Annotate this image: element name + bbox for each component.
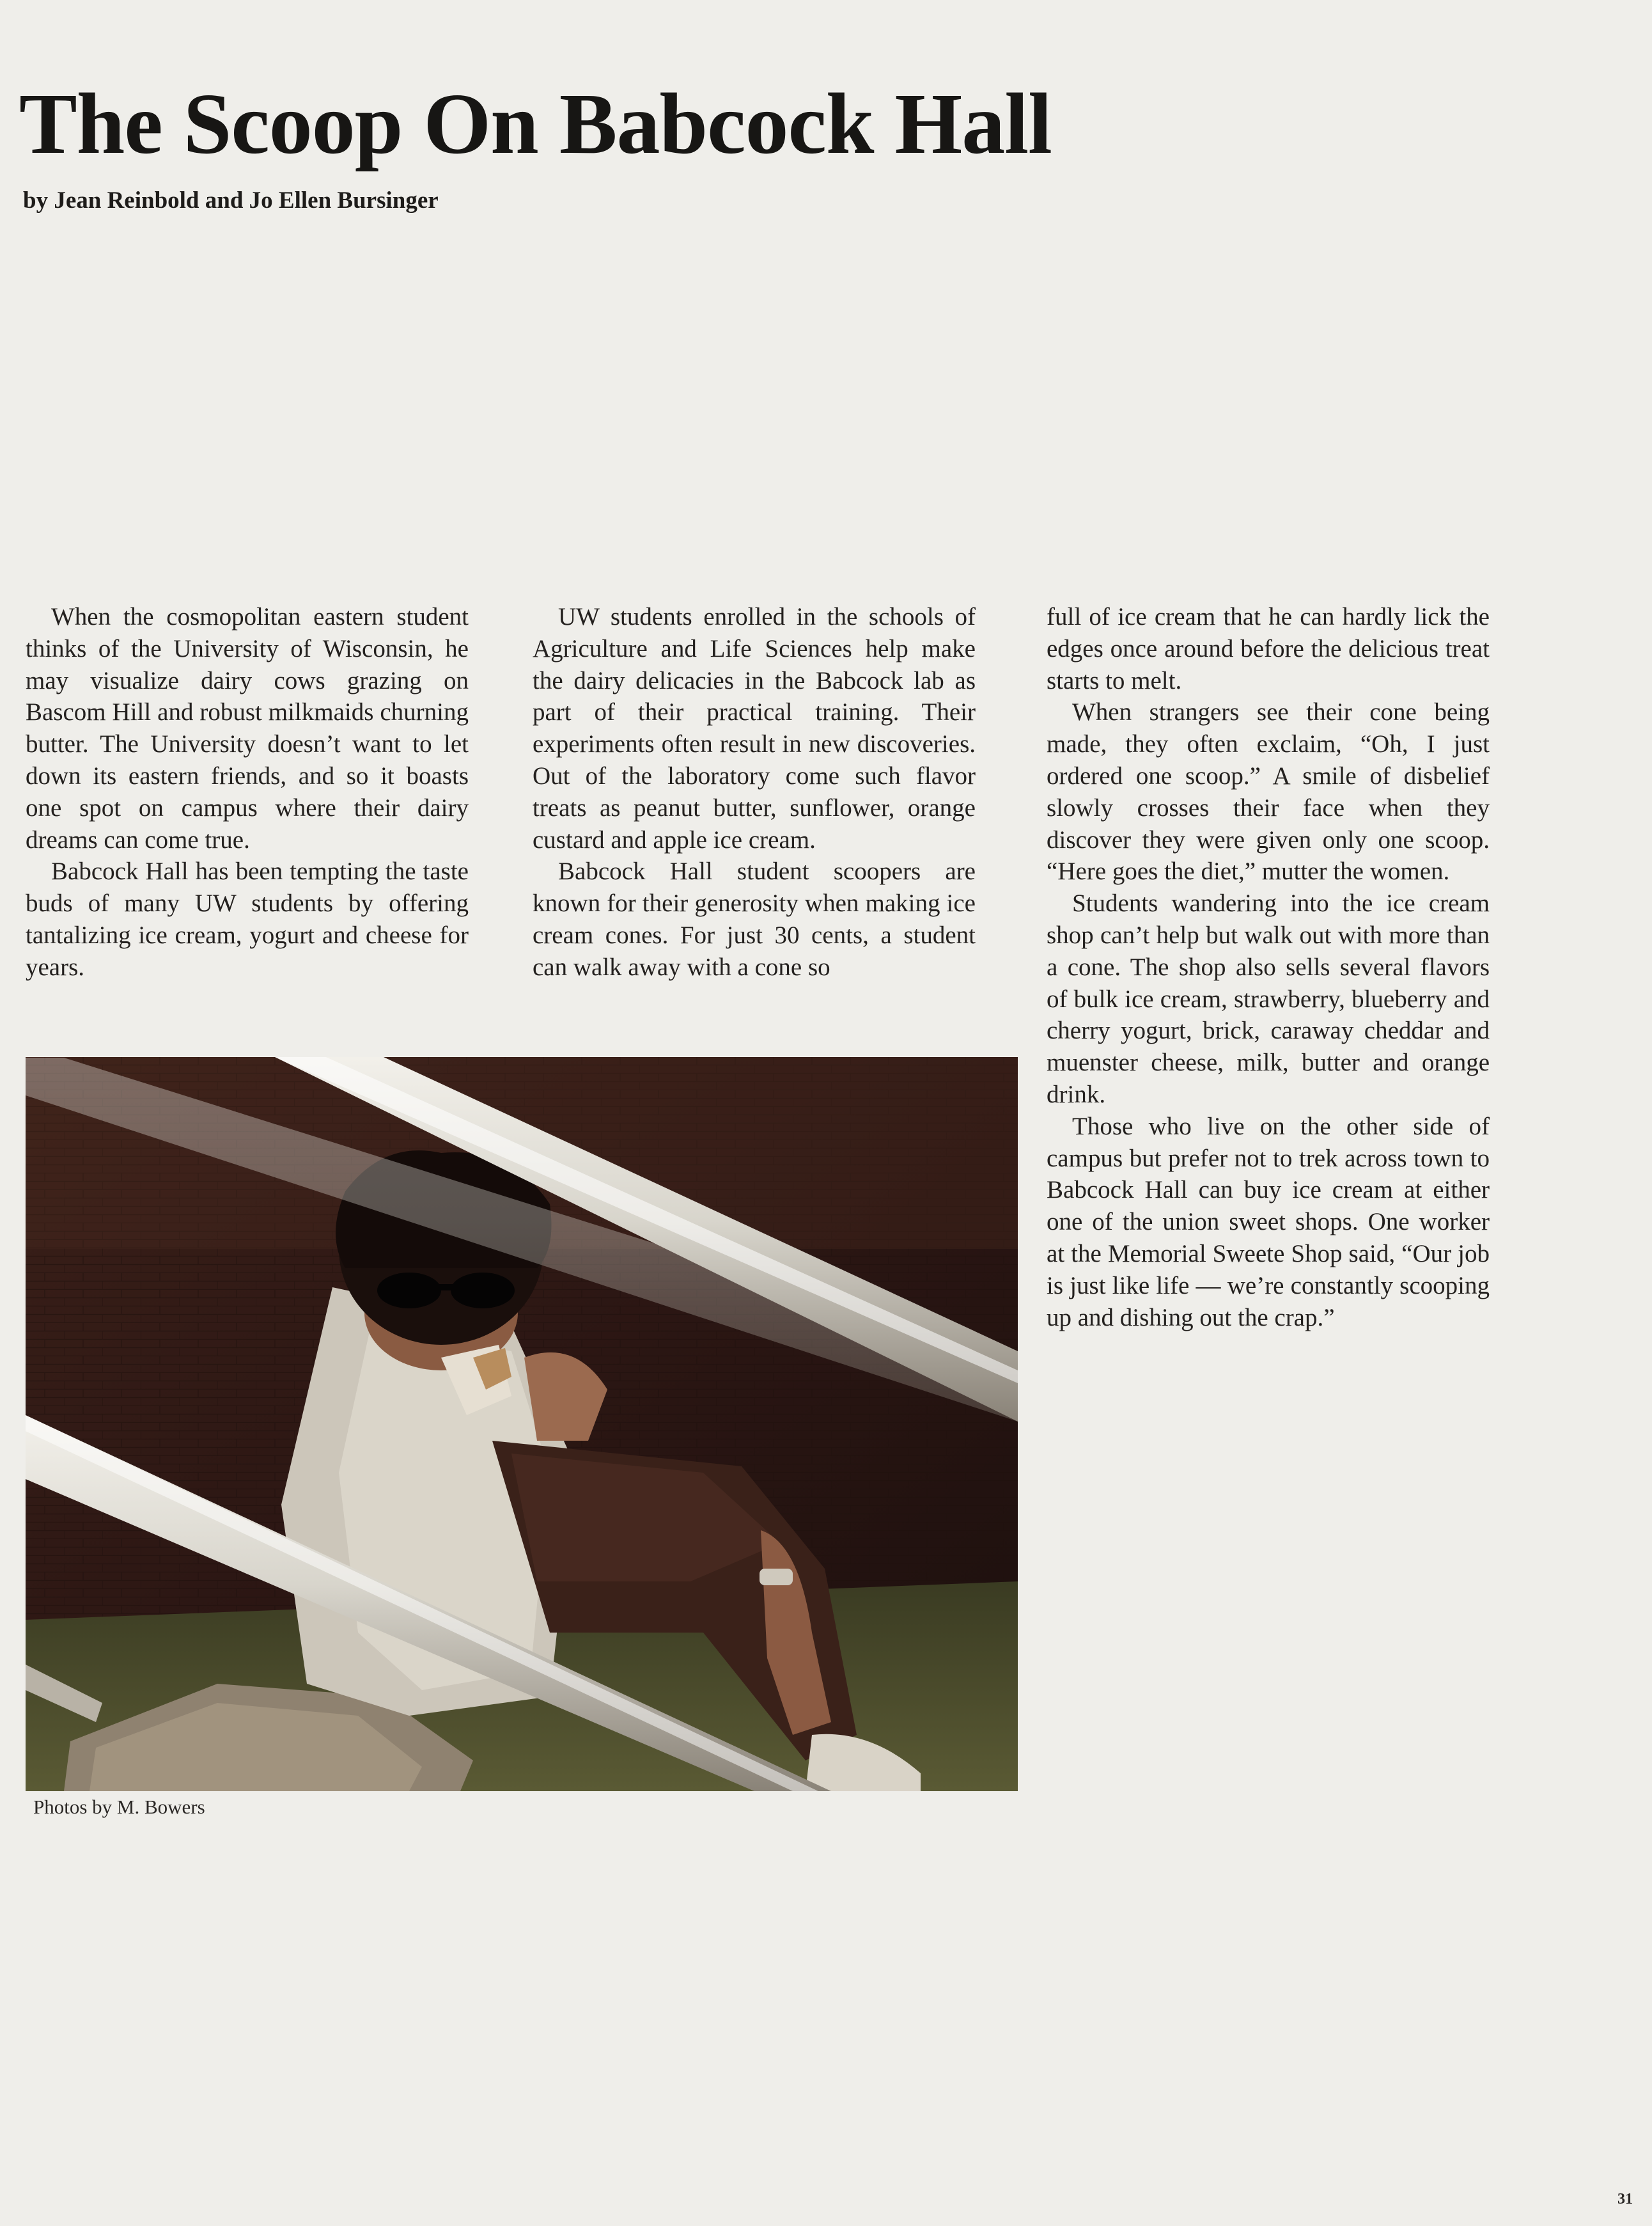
paragraph: full of ice cream that he can hardly lick the edges once around before the delicious treat starts to melt.: [1047, 603, 1490, 694]
article-column-2: [533, 601, 976, 984]
paragraph: UW students enrolled in the schools of Agriculture and Life Sciences help make the dairy delicacies in the Babcock lab as part of their practical training. Their experiments often result in new discoveries. Out of the laboratory come such flavor treats as peanut butter, sunflower, orange custard and apple ice cream.: [533, 603, 976, 854]
article-column-3: [1047, 601, 1490, 1333]
paragraph: Babcock Hall has been tempting the taste buds of many UW students by offering tantalizing ice cream, yogurt and cheese for years.: [26, 858, 469, 981]
page-number: 31: [1617, 2191, 1633, 2207]
paragraph: When strangers see their cone being made, they often exclaim, “Oh, I just ordered one scoop.” A smile of disbelief slowly crosses their face when they discover they were given only one scoop. “Here goes the diet,” mutter the women.: [1047, 698, 1490, 886]
article-column-1: [26, 601, 469, 984]
page-title: The Scoop On Babcock Hall: [19, 76, 1052, 172]
article-photo: [26, 1057, 1018, 1791]
paragraph: Babcock Hall student scoopers are known for their generosity when making ice cream cones. For just 30 cents, a student can walk away with a cone so: [533, 858, 976, 981]
paragraph: Those who live on the other side of campus but prefer not to trek across town to Babcock Hall can buy ice cream at either one of the union sweet shops. One worker at the Memorial Sweete Shop said, “Our job is just like life — we’re constantly scooping up and dishing out the crap.”: [1047, 1112, 1490, 1331]
byline: by Jean Reinbold and Jo Ellen Bursinger: [23, 187, 439, 214]
photo-credit: Photos by M. Bowers: [33, 1796, 205, 1818]
photo-student-eating-ice-cream: [26, 1057, 1018, 1791]
paragraph: Students wandering into the ice cream shop can’t help but walk out with more than a cone. The shop also sells several flavors of bulk ice cream, strawberry, blueberry and cherry yogurt, brick, caraway cheddar and muenster cheese, milk, butter and orange drink.: [1047, 890, 1490, 1108]
paragraph: When the cosmopolitan eastern student thinks of the University of Wisconsin, he may visualize dairy cows grazing on Bascom Hill and robust milkmaids churning butter. The University doesn’t want to let down its eastern friends, and so it boasts one spot on campus where their dairy dreams can come true.: [26, 603, 469, 854]
